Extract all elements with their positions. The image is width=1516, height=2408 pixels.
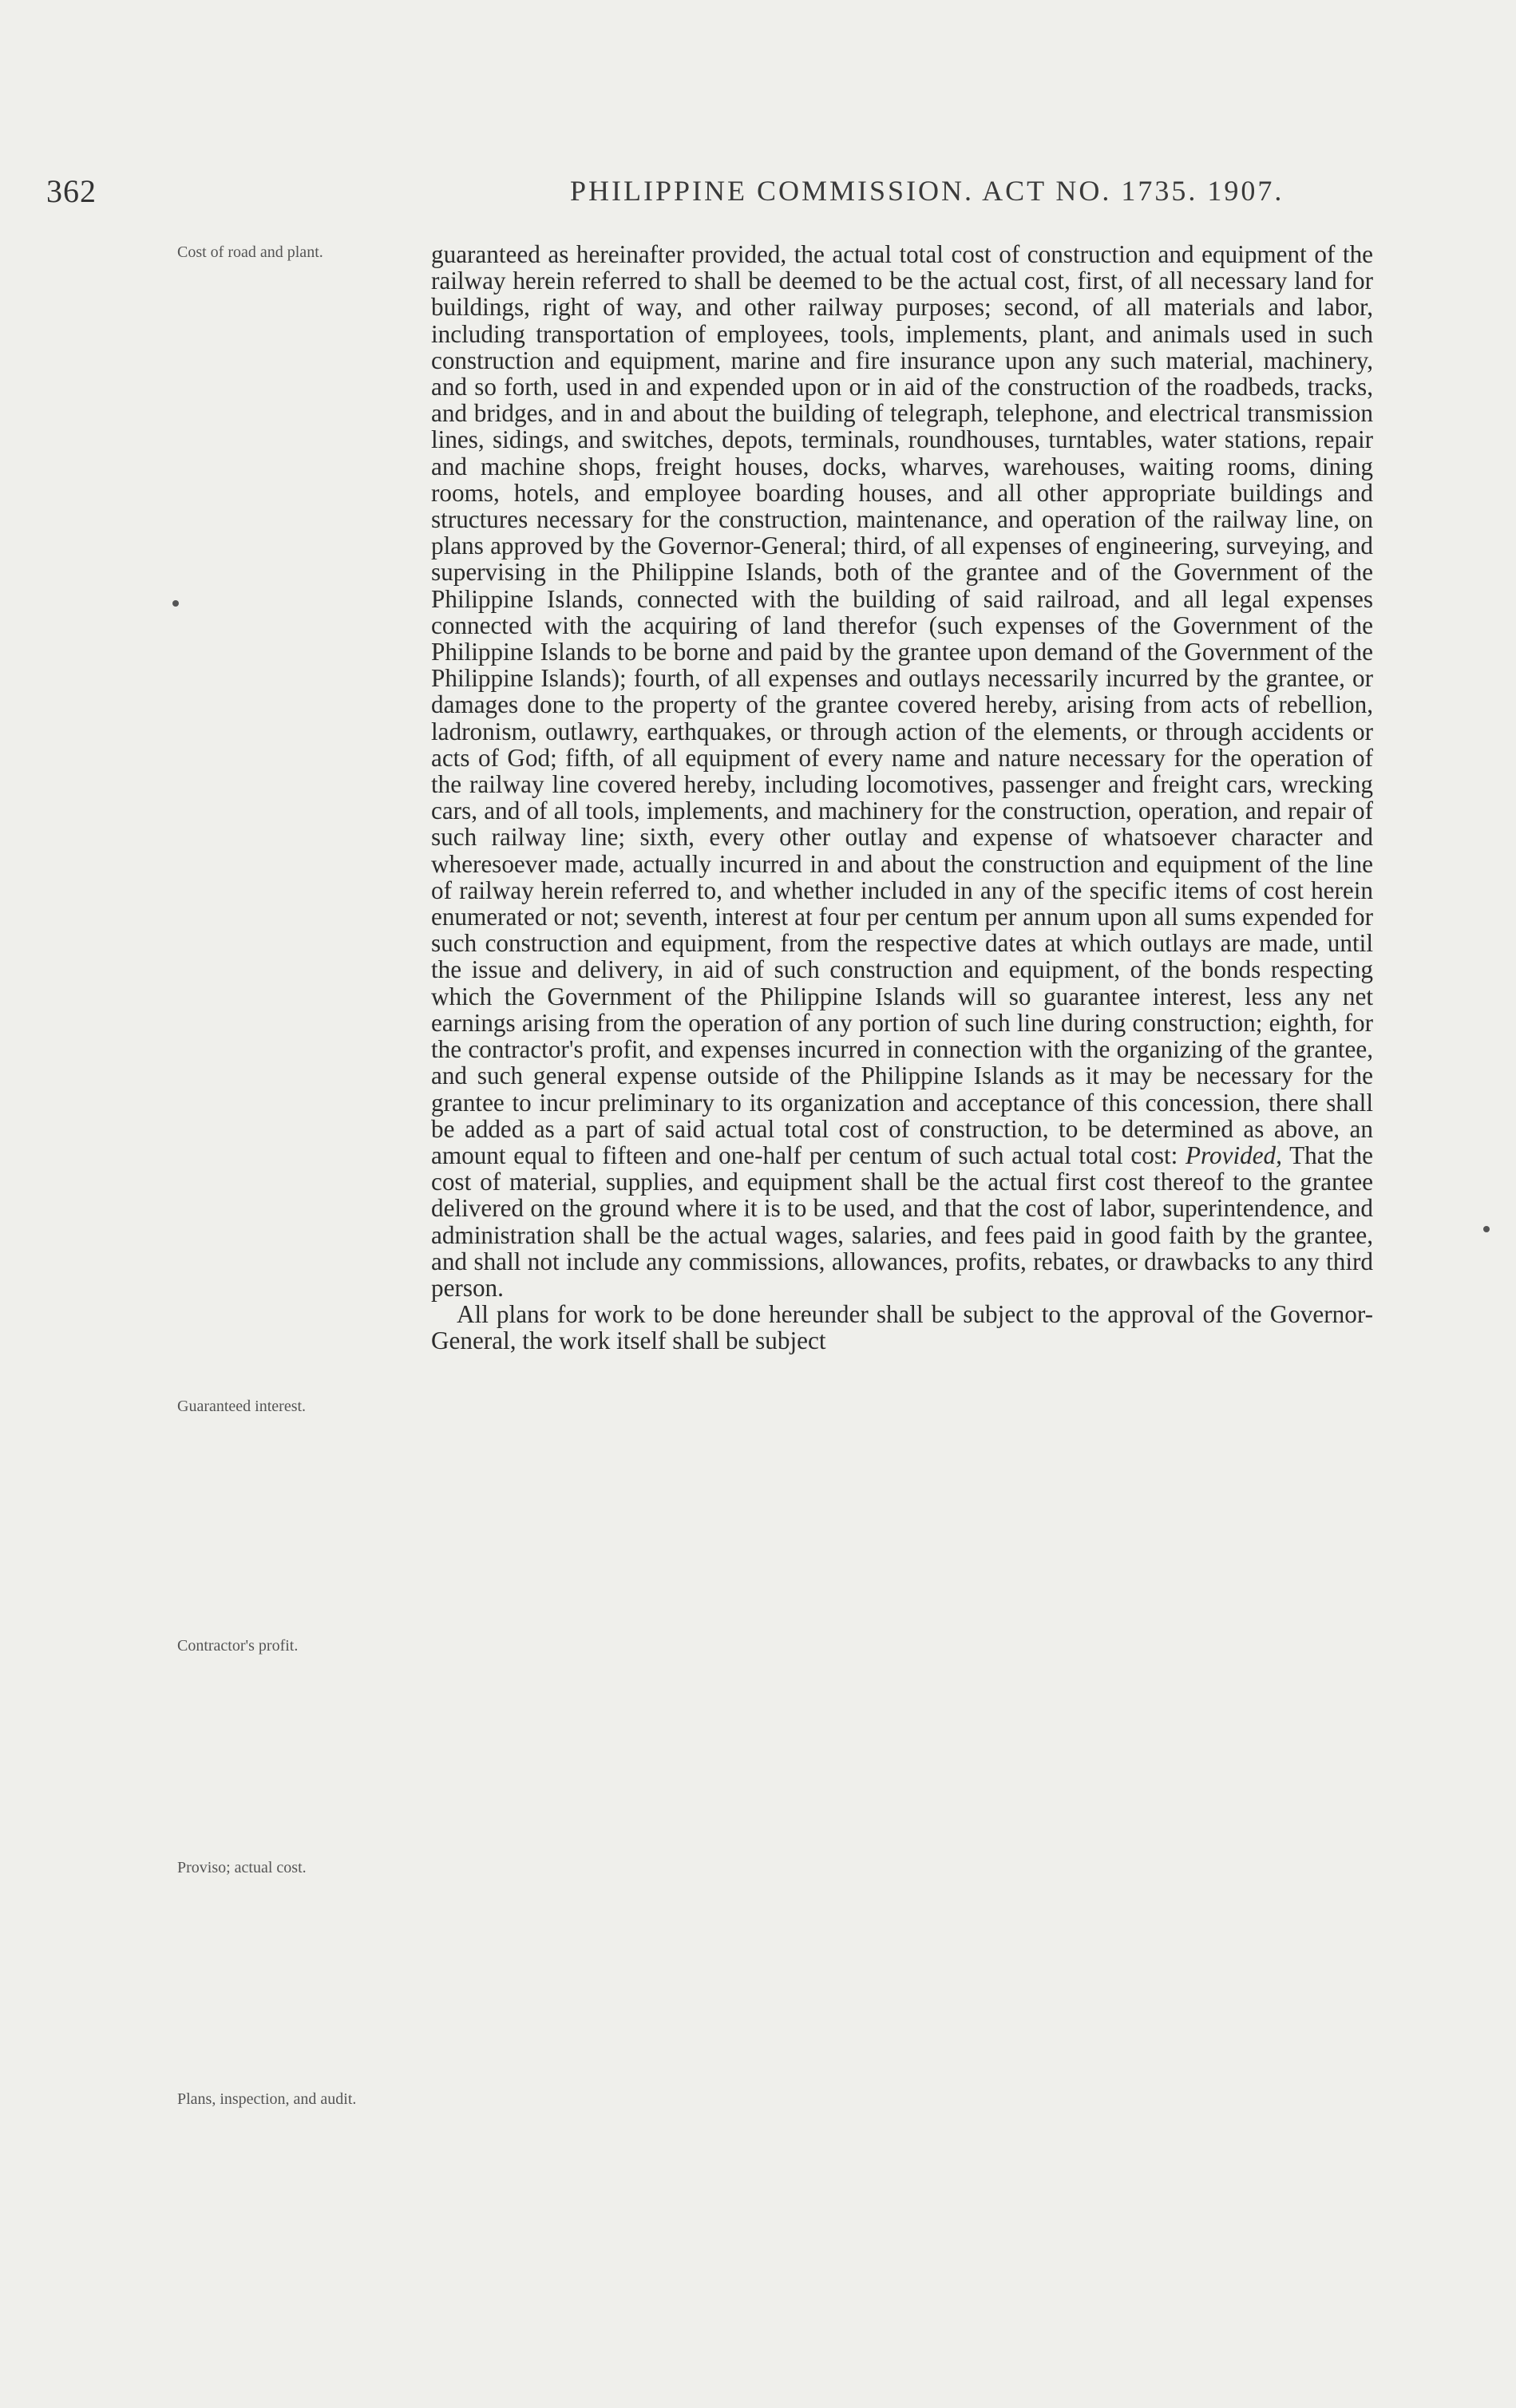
ink-speck [1483,1226,1490,1232]
proviso-word: Provided, [1185,1141,1282,1169]
paragraph-2: All plans for work to be done hereunder shall be subject to the approval of the Governor-General, the work itself shall be subject [431,1300,1373,1355]
margin-note-cost-of-road: Cost of road and plant. [177,243,323,261]
running-title: PHILIPPINE COMMISSION. ACT NO. 1735. 1907. [570,175,1284,207]
margin-note-guaranteed-interest: Guaranteed interest. [177,1398,307,1415]
margin-note-contractors-profit: Contractor's profit. [177,1637,299,1655]
paragraph-1 [431,241,1373,1301]
margin-note-plans-inspection: Plans, inspection, and audit. [177,2090,357,2108]
margin-note-proviso-actual-cost: Proviso; actual cost. [177,1859,307,1876]
ink-speck [172,600,179,607]
page-number: 362 [46,173,97,209]
paragraph-1-part-1: guaranteed as hereinafter provided, the actual total cost of construction and equipment of the railway herein referred to shall be deemed to be the actual cost, first, of all necessary land for buildings, right of way, and other railway purposes; second, of all materials and labor, including transportation of employees, tools, implements, plant, and animals used in such construction and equipment, marine and fire insurance upon any such material, machinery, and so forth, used in and expended upon or in aid of the construction of the roadbeds, tracks, and bridges, and in and about the building of telegraph, telephone, and electrical transmission lines, sidings, and switches, depots, terminals, roundhouses, turntables, water stations, repair and machine shops, freight houses, docks, wharves, warehouses, waiting rooms, dining rooms, hotels, and employee boarding houses, and all other appropriate buildings and structures necessary for the construction, maintenance, and operation of the railway line, on plans approved by the Governor-General; third, of all expenses of engineering, surveying, and supervising in the Philippine Islands, both of the grantee and of the Government of the Philippine Islands, connected with the building of said railroad, and all legal expenses connected with the acquiring of land therefor (such expenses of the Government of the Philippine Islands to be borne and paid by the grantee upon demand of the Government of the Philippine Islands); fourth, of all expenses and outlays necessarily incurred by the grantee, or damages done to the property of the grantee covered hereby, arising from acts of rebellion, ladronism, outlawry, earthquakes, or through action of the elements, or through accidents or acts of God; fifth, of all equipment of every name and nature necessary for the operation of the railway line covered hereby, including locomotives, passenger and freight cars, wrecking cars, and of all tools, implements, and machinery for the construction, operation, and repair of such railway line; sixth, every other outlay and expense of whatsoever character and wheresoever made, actually incurred in and about the construction and equipment of the line of railway herein referred to, and whether included in any of the specific items of cost herein enumerated or not; seventh, interest at four per centum per annum upon all sums expended for such construction and equipment, from the respective dates at which outlays are made, until the issue and delivery, in aid of such construction and equipment, of the bonds respecting which the Government of the Philippine Islands will so guarantee interest, less any net earnings arising from the operation of any portion of such line during construction; eighth, for the contractor's profit, and expenses incurred in connection with the organizing of the grantee, and such general expense outside of the Philippine Islands as it may be necessary for the grantee to incur preliminary to its organization and acceptance of this concession, there shall be added as a part of said actual total cost of construction, to be determined as above, an amount equal to fifteen and one-half per centum of such actual total cost: [431,240,1373,1169]
paragraph-1-part-2: That the cost of material, supplies, and equipment shall be the actual first cost thereof to the grantee delivered on the ground where it is to be used, and that the cost of labor, superintendence, and administration shall be the actual wages, salaries, and fees paid in good faith by the grantee, and shall not include any commissions, allowances, profits, rebates, or drawbacks to any third person. [431,1141,1374,1302]
body-text [431,241,1373,1354]
